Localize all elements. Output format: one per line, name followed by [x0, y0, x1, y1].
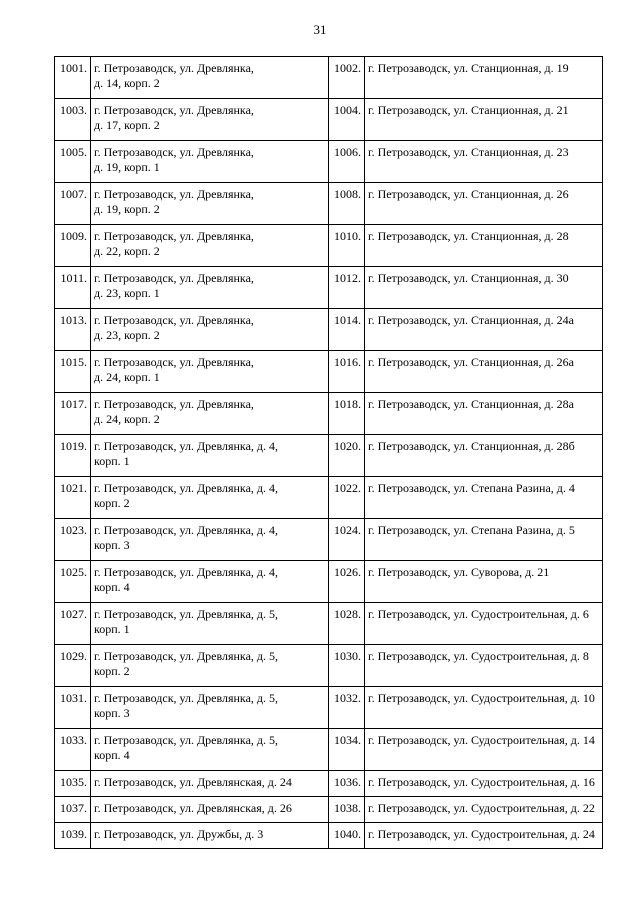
- entry-address: г. Петрозаводск, ул. Древлянка, д. 24, корп. 2: [91, 393, 329, 435]
- page-number: 31: [313, 22, 327, 37]
- entry-address: г. Петрозаводск, ул. Судостроительная, д. 22: [365, 797, 603, 823]
- table-row: [55, 561, 603, 603]
- entry-address: г. Петрозаводск, ул. Судостроительная, д. 6: [365, 603, 603, 645]
- address-table-body: [55, 57, 603, 849]
- entry-address: г. Петрозаводск, ул. Станционная, д. 23: [365, 141, 603, 183]
- entry-address: г. Петрозаводск, ул. Древлянка, д. 14, корп. 2: [91, 57, 329, 99]
- entry-number: 1033.: [55, 729, 91, 771]
- table-row: [55, 603, 603, 645]
- entry-address: г. Петрозаводск, ул. Древлянская, д. 24: [91, 771, 329, 797]
- table-row: [55, 797, 603, 823]
- table-row: [55, 351, 603, 393]
- table-row: [55, 729, 603, 771]
- entry-number: 1034.: [329, 729, 365, 771]
- entry-address: г. Петрозаводск, ул. Станционная, д. 30: [365, 267, 603, 309]
- entry-number: 1011.: [55, 267, 91, 309]
- entry-number: 1014.: [329, 309, 365, 351]
- entry-address: г. Петрозаводск, ул. Древлянка, д. 5, корп. 2: [91, 645, 329, 687]
- entry-address: г. Петрозаводск, ул. Древлянка, д. 23, корп. 2: [91, 309, 329, 351]
- entry-address: г. Петрозаводск, ул. Станционная, д. 24а: [365, 309, 603, 351]
- entry-address: г. Петрозаводск, ул. Древлянка, д. 24, корп. 1: [91, 351, 329, 393]
- entry-number: 1008.: [329, 183, 365, 225]
- entry-address: г. Петрозаводск, ул. Станционная, д. 28а: [365, 393, 603, 435]
- entry-number: 1039.: [55, 823, 91, 849]
- entry-number: 1017.: [55, 393, 91, 435]
- entry-address: г. Петрозаводск, ул. Древлянка, д. 22, корп. 2: [91, 225, 329, 267]
- entry-number: 1005.: [55, 141, 91, 183]
- entry-number: 1032.: [329, 687, 365, 729]
- entry-address: г. Петрозаводск, ул. Древлянка, д. 4, корп. 1: [91, 435, 329, 477]
- address-table: [54, 56, 603, 849]
- entry-number: 1040.: [329, 823, 365, 849]
- table-row: [55, 687, 603, 729]
- entry-number: 1020.: [329, 435, 365, 477]
- table-row: [55, 519, 603, 561]
- entry-number: 1018.: [329, 393, 365, 435]
- entry-address: г. Петрозаводск, ул. Степана Разина, д. 4: [365, 477, 603, 519]
- entry-address: г. Петрозаводск, ул. Судостроительная, д. 8: [365, 645, 603, 687]
- entry-number: 1029.: [55, 645, 91, 687]
- table-row: [55, 393, 603, 435]
- table-row: [55, 823, 603, 849]
- entry-address: г. Петрозаводск, ул. Станционная, д. 21: [365, 99, 603, 141]
- table-row: [55, 771, 603, 797]
- entry-number: 1027.: [55, 603, 91, 645]
- table-row: [55, 477, 603, 519]
- entry-address: г. Петрозаводск, ул. Древлянка, д. 4, корп. 4: [91, 561, 329, 603]
- entry-address: г. Петрозаводск, ул. Станционная, д. 28б: [365, 435, 603, 477]
- entry-number: 1015.: [55, 351, 91, 393]
- entry-number: 1004.: [329, 99, 365, 141]
- entry-number: 1013.: [55, 309, 91, 351]
- table-row: [55, 435, 603, 477]
- entry-number: 1030.: [329, 645, 365, 687]
- entry-number: 1024.: [329, 519, 365, 561]
- entry-address: г. Петрозаводск, ул. Судостроительная, д. 24: [365, 823, 603, 849]
- entry-number: 1025.: [55, 561, 91, 603]
- entry-address: г. Петрозаводск, ул. Судостроительная, д. 14: [365, 729, 603, 771]
- entry-number: 1010.: [329, 225, 365, 267]
- entry-address: г. Петрозаводск, ул. Древлянка, д. 5, корп. 1: [91, 603, 329, 645]
- entry-address: г. Петрозаводск, ул. Станционная, д. 28: [365, 225, 603, 267]
- entry-number: 1003.: [55, 99, 91, 141]
- table-row: [55, 309, 603, 351]
- entry-address: г. Петрозаводск, ул. Судостроительная, д. 16: [365, 771, 603, 797]
- entry-address: г. Петрозаводск, ул. Степана Разина, д. 5: [365, 519, 603, 561]
- table-row: [55, 183, 603, 225]
- entry-number: 1019.: [55, 435, 91, 477]
- entry-number: 1028.: [329, 603, 365, 645]
- entry-address: г. Петрозаводск, ул. Древлянка, д. 5, корп. 3: [91, 687, 329, 729]
- entry-address: г. Петрозаводск, ул. Древлянка, д. 17, корп. 2: [91, 99, 329, 141]
- entry-number: 1016.: [329, 351, 365, 393]
- entry-address: г. Петрозаводск, ул. Станционная, д. 26а: [365, 351, 603, 393]
- entry-number: 1038.: [329, 797, 365, 823]
- entry-number: 1026.: [329, 561, 365, 603]
- entry-address: г. Петрозаводск, ул. Древлянка, д. 4, корп. 3: [91, 519, 329, 561]
- entry-address: г. Петрозаводск, ул. Древлянка, д. 19, корп. 2: [91, 183, 329, 225]
- entry-address: г. Петрозаводск, ул. Станционная, д. 19: [365, 57, 603, 99]
- entry-number: 1012.: [329, 267, 365, 309]
- entry-address: г. Петрозаводск, ул. Древлянская, д. 26: [91, 797, 329, 823]
- entry-address: г. Петрозаводск, ул. Древлянка, д. 5, корп. 4: [91, 729, 329, 771]
- table-row: [55, 141, 603, 183]
- entry-number: 1022.: [329, 477, 365, 519]
- table-row: [55, 99, 603, 141]
- entry-address: г. Петрозаводск, ул. Древлянка, д. 23, корп. 1: [91, 267, 329, 309]
- entry-number: 1007.: [55, 183, 91, 225]
- entry-address: г. Петрозаводск, ул. Судостроительная, д. 10: [365, 687, 603, 729]
- table-row: [55, 225, 603, 267]
- entry-number: 1023.: [55, 519, 91, 561]
- entry-number: 1021.: [55, 477, 91, 519]
- entry-number: 1037.: [55, 797, 91, 823]
- entry-number: 1006.: [329, 141, 365, 183]
- entry-number: 1036.: [329, 771, 365, 797]
- table-row: [55, 267, 603, 309]
- entry-number: 1031.: [55, 687, 91, 729]
- entry-number: 1009.: [55, 225, 91, 267]
- entry-address: г. Петрозаводск, ул. Станционная, д. 26: [365, 183, 603, 225]
- entry-number: 1002.: [329, 57, 365, 99]
- table-row: [55, 645, 603, 687]
- entry-address: г. Петрозаводск, ул. Древлянка, д. 4, корп. 2: [91, 477, 329, 519]
- entry-address: г. Петрозаводск, ул. Древлянка, д. 19, корп. 1: [91, 141, 329, 183]
- entry-number: 1001.: [55, 57, 91, 99]
- table-row: [55, 57, 603, 99]
- entry-address: г. Петрозаводск, ул. Суворова, д. 21: [365, 561, 603, 603]
- entry-number: 1035.: [55, 771, 91, 797]
- entry-address: г. Петрозаводск, ул. Дружбы, д. 3: [91, 823, 329, 849]
